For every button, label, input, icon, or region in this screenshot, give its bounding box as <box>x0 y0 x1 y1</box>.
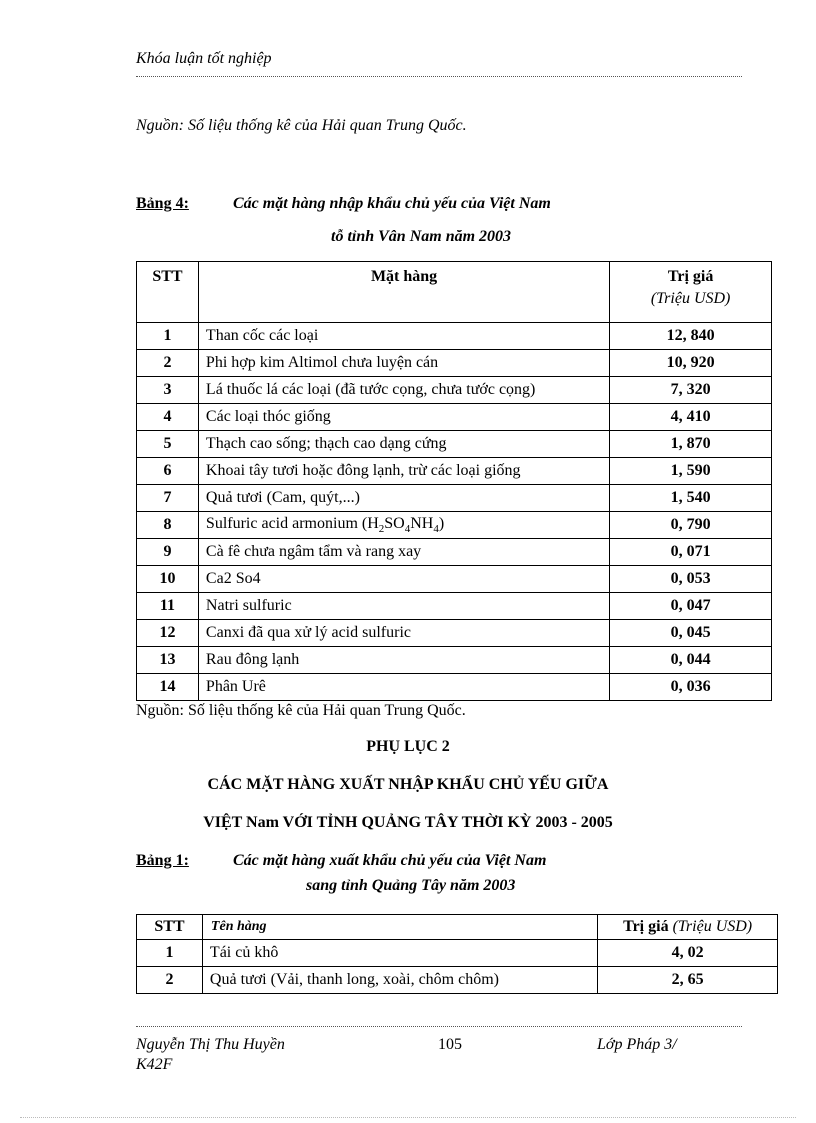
row-stt: 2 <box>137 350 199 377</box>
row-name: Các loại thóc giống <box>198 404 609 431</box>
footer-class-line2: K42F <box>136 1056 173 1073</box>
row-name: Phi hợp kim Altimol chưa luyện cán <box>198 350 609 377</box>
row-value: 0, 036 <box>610 674 772 701</box>
table4-col-stt: STT <box>137 262 199 323</box>
row-name: Thạch cao sống; thạch cao dạng cứng <box>198 431 609 458</box>
formula-subscript: 4 <box>404 523 411 536</box>
table1-col-value-label: Trị giá <box>623 918 669 935</box>
table-row <box>137 404 772 431</box>
table1-col-unit: (Triệu USD) <box>672 918 753 935</box>
footer-divider <box>136 1026 742 1027</box>
row-stt: 1 <box>137 323 199 350</box>
row-name: Ca2 So4 <box>198 566 609 593</box>
formula-part: NH <box>410 514 434 532</box>
table1-header-row <box>137 915 778 940</box>
row-value: 0, 053 <box>610 566 772 593</box>
row-value: 4, 02 <box>598 940 778 967</box>
row-value: 10, 920 <box>610 350 772 377</box>
row-stt: 13 <box>137 647 199 674</box>
row-name: Tái củ khô <box>202 940 597 967</box>
formula-part: SO <box>384 514 405 532</box>
row-stt: 9 <box>137 539 199 566</box>
row-value: 12, 840 <box>610 323 772 350</box>
row-name: Than cốc các loại <box>198 323 609 350</box>
row-stt: 4 <box>137 404 199 431</box>
table-row <box>137 377 772 404</box>
row-value: 0, 047 <box>610 593 772 620</box>
row-value: 2, 65 <box>598 967 778 994</box>
formula-subscript: 2 <box>378 523 385 536</box>
page-bottom-edge <box>20 1117 796 1118</box>
table1-col-name: Tên hàng <box>202 915 597 940</box>
row-value: 4, 410 <box>610 404 772 431</box>
row-name: Khoai tây tươi hoặc đông lạnh, trừ các loại giống <box>198 458 609 485</box>
appendix-subtitle-line2: VIỆT Nam VỚI TỈNH QUẢNG TÂY THỜI KỲ 2003 - 2005 <box>203 814 613 831</box>
table-row <box>137 458 772 485</box>
table-row <box>137 620 772 647</box>
table-row <box>137 566 772 593</box>
row-stt: 6 <box>137 458 199 485</box>
appendix-title: PHỤ LỤC 2 <box>366 738 450 755</box>
row-name: Quả tươi (Cam, quýt,...) <box>198 485 609 512</box>
appendix-subtitle-line1: CÁC MẶT HÀNG XUẤT NHẬP KHẨU CHỦ YẾU GIỮA <box>207 776 609 793</box>
footer-author: Nguyễn Thị Thu Huyền <box>136 1036 285 1053</box>
row-stt: 8 <box>137 512 199 539</box>
page-number: 105 <box>438 1036 462 1053</box>
table4-col-value <box>610 262 772 323</box>
row-stt: 3 <box>137 377 199 404</box>
row-stt: 14 <box>137 674 199 701</box>
top-source-note: Nguồn: Số liệu thống kê của Hải quan Trung Quốc. <box>136 117 467 134</box>
table-row <box>137 940 778 967</box>
table4-col-unit: (Triệu USD) <box>650 290 731 307</box>
row-stt: 5 <box>137 431 199 458</box>
row-name: Phân Urê <box>198 674 609 701</box>
table-row <box>137 350 772 377</box>
table1 <box>136 914 778 994</box>
table1-col-value <box>598 915 778 940</box>
table4-label: Bảng 4: <box>136 195 189 212</box>
row-name <box>198 512 609 539</box>
row-value: 7, 320 <box>610 377 772 404</box>
row-stt: 2 <box>137 967 203 994</box>
formula-subscript: 4 <box>433 523 439 536</box>
table-row <box>137 485 772 512</box>
table4-title-line2: tỗ tỉnh Vân Nam năm 2003 <box>331 228 512 245</box>
row-value: 0, 045 <box>610 620 772 647</box>
row-value: 0, 044 <box>610 647 772 674</box>
table-row <box>137 431 772 458</box>
table-row <box>137 593 772 620</box>
row-name: Canxi đã qua xử lý acid sulfuric <box>198 620 609 647</box>
table1-label: Bảng 1: <box>136 852 189 869</box>
row-stt: 12 <box>137 620 199 647</box>
table1-col-stt: STT <box>137 915 203 940</box>
table4-col-value-label: Trị giá <box>667 268 714 285</box>
table-row <box>137 323 772 350</box>
row-name: Rau đông lạnh <box>198 647 609 674</box>
formula-part: Sulfuric acid armonium (H <box>205 514 379 532</box>
table-row <box>137 647 772 674</box>
row-stt: 11 <box>137 593 199 620</box>
table4-col-name: Mặt hàng <box>198 262 609 323</box>
table4 <box>136 261 772 701</box>
table4-header-row <box>137 262 772 323</box>
row-name: Natri sulfuric <box>198 593 609 620</box>
formula-part: ) <box>438 514 445 532</box>
row-stt: 7 <box>137 485 199 512</box>
row-value: 1, 870 <box>610 431 772 458</box>
header-divider <box>136 76 742 77</box>
row-name: Quả tươi (Vải, thanh long, xoài, chôm chôm) <box>202 967 597 994</box>
table-row <box>137 539 772 566</box>
table1-title-line1: Các mặt hàng xuất khẩu chủ yếu của Việt Nam <box>233 852 547 869</box>
row-value: 0, 790 <box>610 512 772 539</box>
row-name: Cà fê chưa ngâm tẩm và rang xay <box>198 539 609 566</box>
table4-title-line1: Các mặt hàng nhập khẩu chủ yếu của Việt Nam <box>233 195 551 212</box>
table1-title-line2: sang tỉnh Quảng Tây năm 2003 <box>306 877 516 894</box>
row-value: 0, 071 <box>610 539 772 566</box>
row-stt: 1 <box>137 940 203 967</box>
table-row <box>137 674 772 701</box>
table-row <box>137 512 772 539</box>
row-stt: 10 <box>137 566 199 593</box>
row-name: Lá thuốc lá các loại (đã tước cọng, chưa tước cọng) <box>198 377 609 404</box>
footer-class-line1: Lớp Pháp 3/ <box>597 1036 677 1053</box>
row-value: 1, 540 <box>610 485 772 512</box>
running-header: Khóa luận tốt nghiệp <box>136 50 272 67</box>
row-value: 1, 590 <box>610 458 772 485</box>
table4-source-note: Nguồn: Số liệu thống kê của Hải quan Trung Quốc. <box>136 702 466 719</box>
table-row <box>137 967 778 994</box>
